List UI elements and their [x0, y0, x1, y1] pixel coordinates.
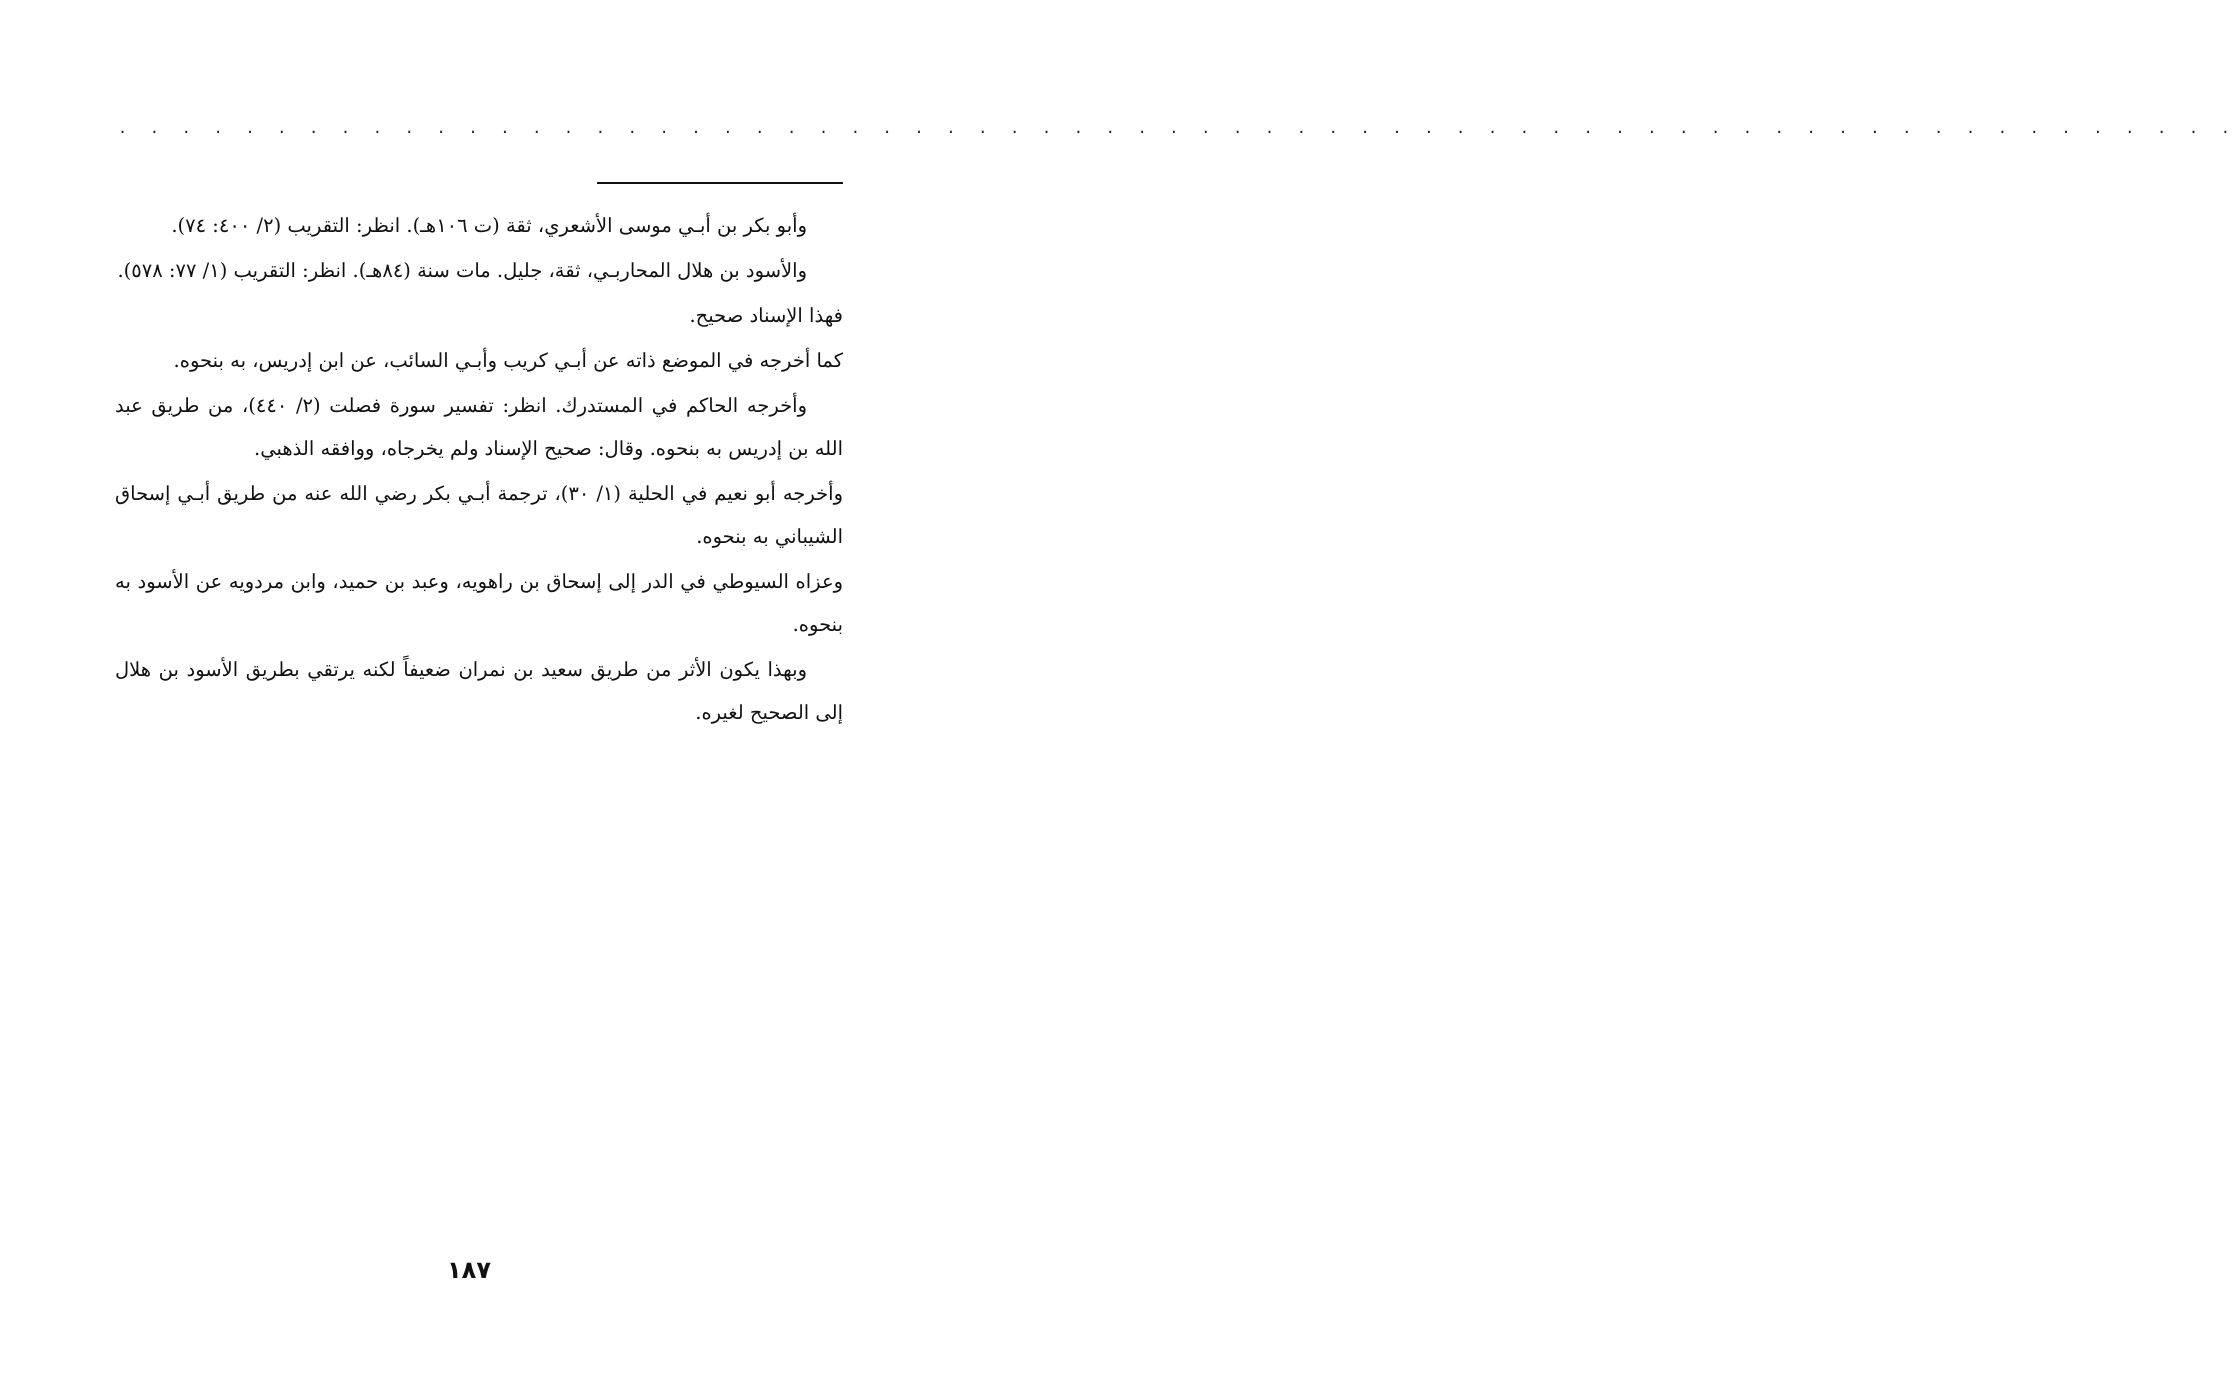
- paragraph: وبهذا يكون الأثر من طريق سعيد بن نمران ضعيفاً لكنه يرتقي بطريق الأسود بن هلال إلى الصحيح لغيره.: [115, 658, 843, 724]
- page-number: ١٨٧: [447, 1256, 491, 1284]
- paragraph: كما أخرجه في الموضع ذاته عن أبـي كريب وأبـي السائب، عن ابن إدريس، به بنحوه.: [173, 349, 843, 372]
- footnote-body: [115, 204, 843, 736]
- paragraph: وعزاه السيوطي في الدر إلى إسحاق بن راهويه، وعبد بن حميد، وابن مردويه عن الأسود به بنحوه.: [115, 570, 843, 636]
- paragraph: وأبو بكر بن أبـي موسى الأشعري، ثقة (ت ١٠٦هـ). انظر: التقريب (٢/ ٤٠٠: ٧٤).: [171, 214, 807, 237]
- dotted-separator: . . . . . . . . . . . . . . . . . . . . . . . . . . . . . . . . . . . . . . . . . . . . . . . . . . . . . . . . . . . . . . . . . . .: [118, 119, 2237, 137]
- paragraph: والأسود بن هلال المحاربـي، ثقة، جليل. مات سنة (٨٤هـ). انظر: التقريب (١/ ٧٧: ٥٧٨).: [117, 259, 807, 282]
- paragraph: وأخرجه الحاكم في المستدرك. انظر: تفسير سورة فصلت (٢/ ٤٤٠)، من طريق عبد الله بن إدريس به بنحوه. وقال: صحيح الإسناد ولم يخرجاه، ووافقه الذهبي.: [115, 394, 843, 460]
- footnote-divider: [597, 182, 843, 184]
- paragraph: فهذا الإسناد صحيح.: [689, 304, 843, 327]
- paragraph: وأخرجه أبو نعيم في الحلية (١/ ٣٠)، ترجمة أبـي بكر رضي الله عنه من طريق أبـي إسحاق الشيباني به بنحوه.: [115, 482, 843, 548]
